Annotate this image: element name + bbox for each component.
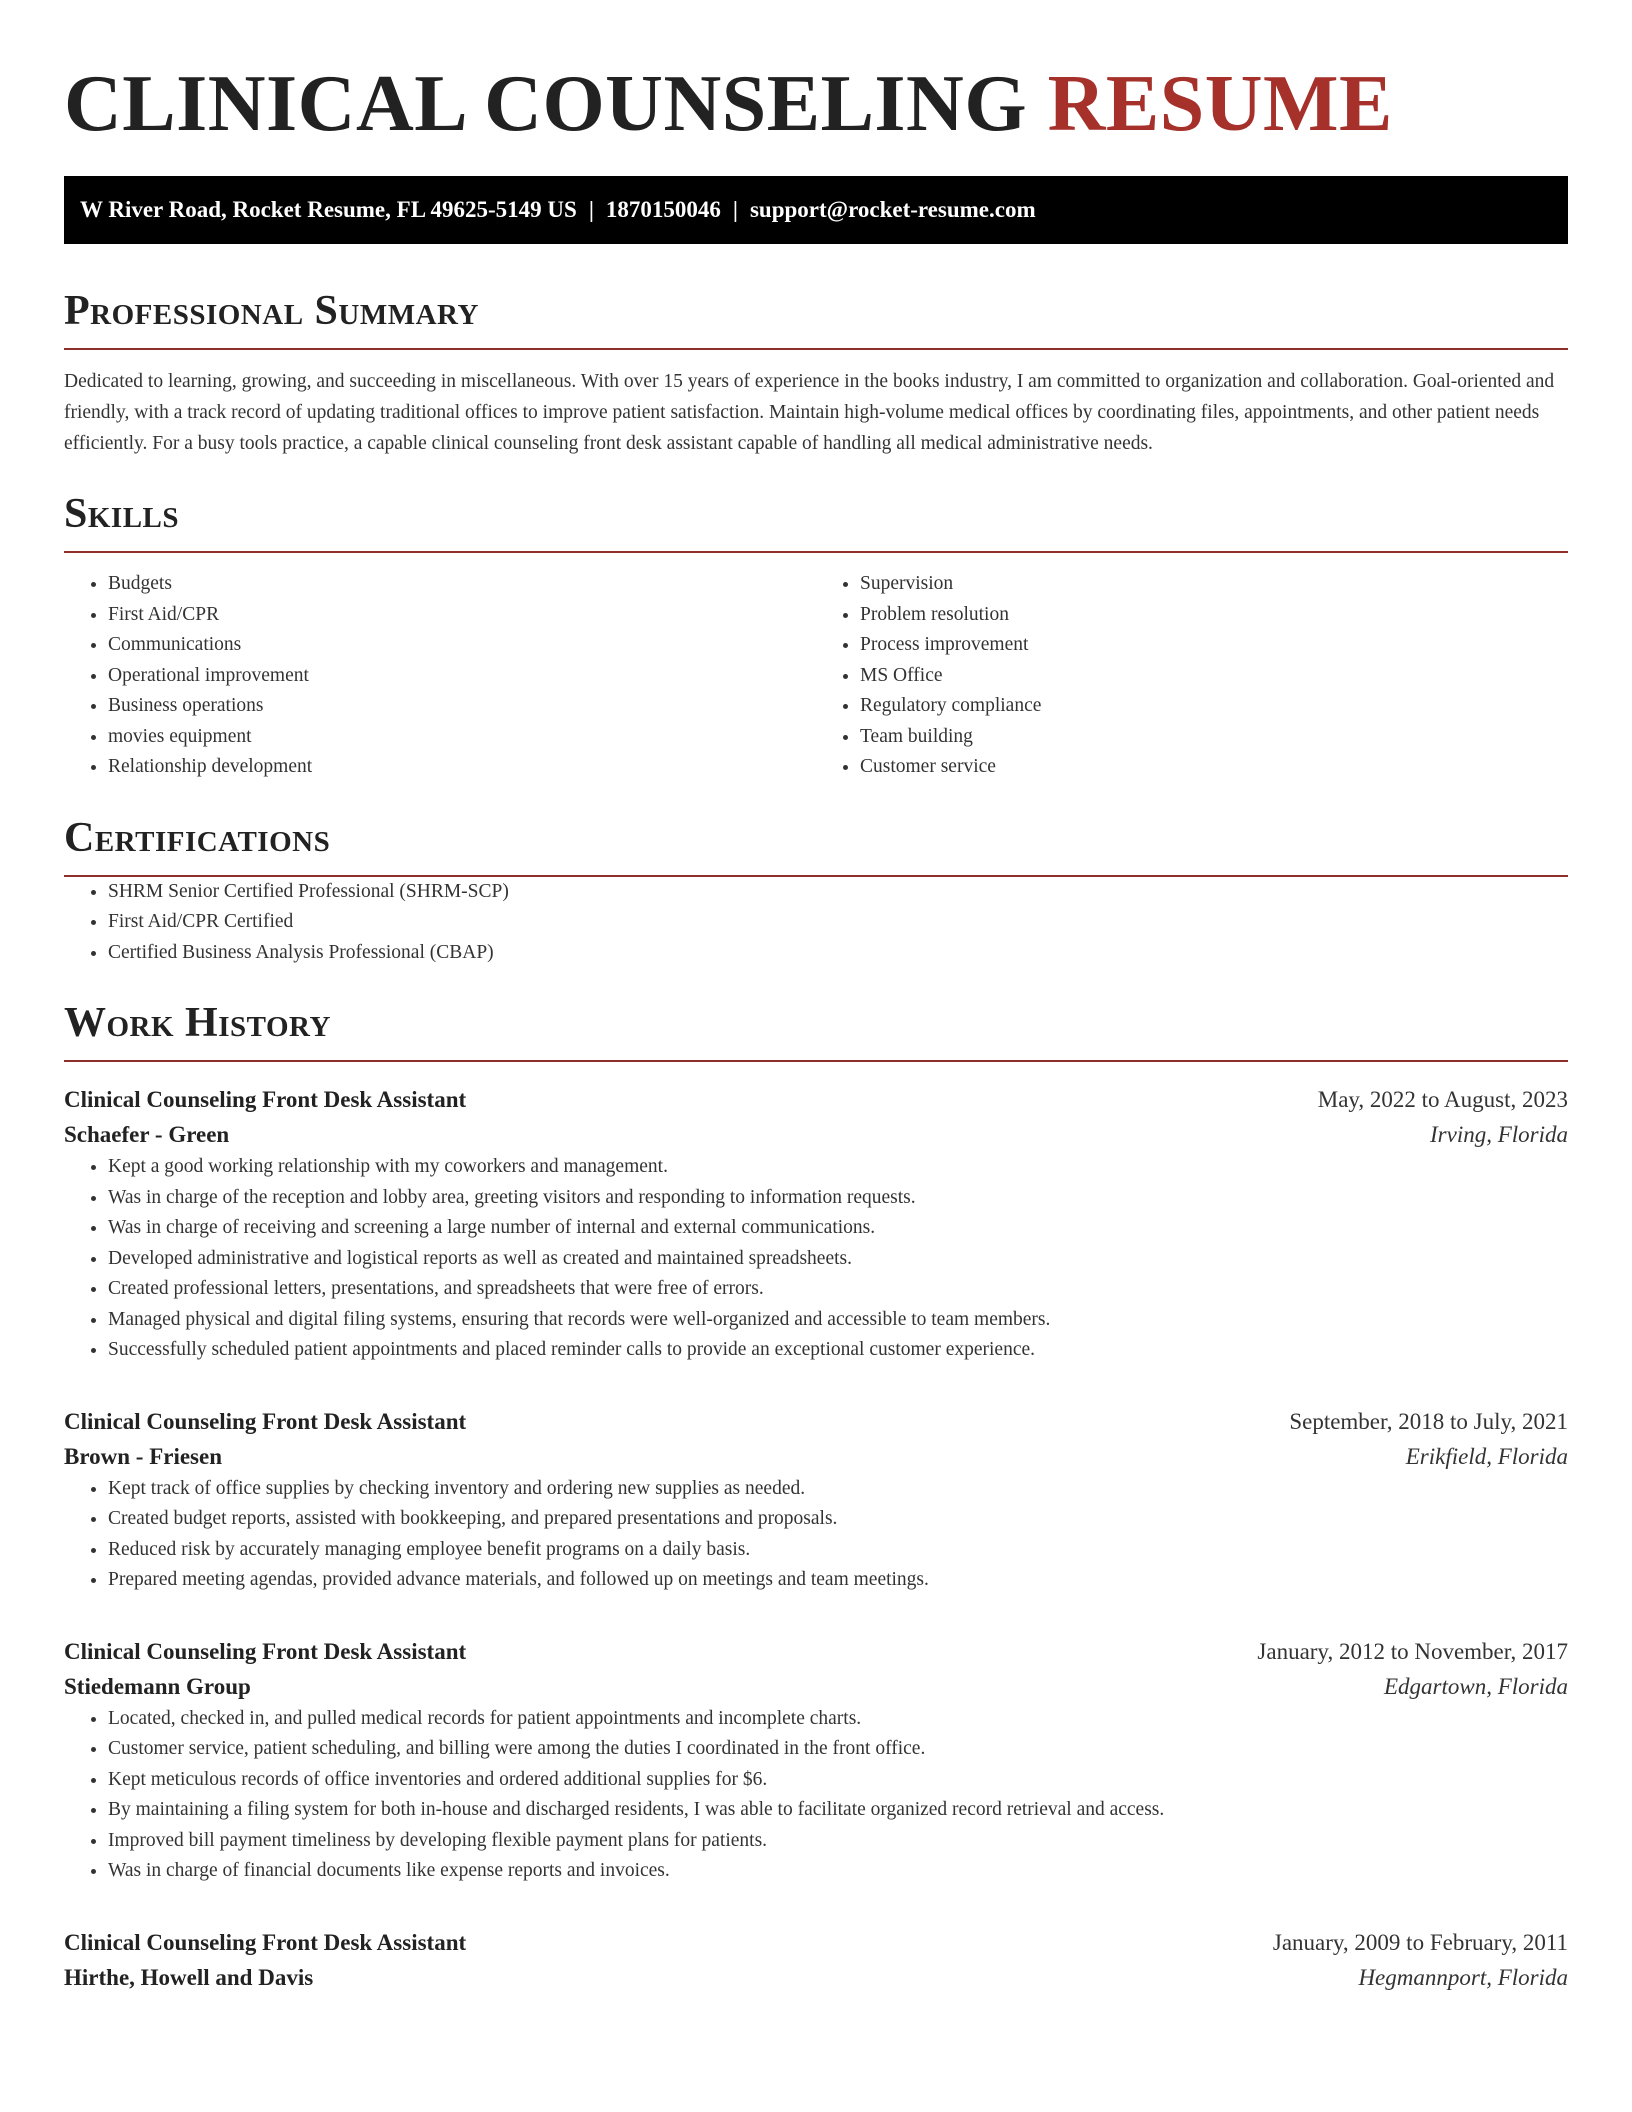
certification-item: • First Aid/CPR Certified [108, 907, 1568, 938]
skills-heading: Skills [64, 491, 180, 537]
job-duty: • Kept track of office supplies by checking inventory and ordering new supplies as needed. [108, 1474, 1568, 1505]
job-header-row [64, 1925, 1568, 1960]
job-company-row [64, 1439, 1568, 1474]
job-entry [64, 1925, 1568, 1995]
job-duties-list [64, 1474, 1568, 1596]
job-duty: • Prepared meeting agendas, provided advance materials, and followed up on meetings and team meetings. [108, 1565, 1568, 1596]
skill-item: • movies equipment [108, 722, 816, 753]
resume-title [64, 0, 1568, 152]
job-duty: • Reduced risk by accurately managing employee benefit programs on a daily basis. [108, 1535, 1568, 1566]
contact-separator: | [588, 197, 594, 222]
job-location: Erikfield, Florida [1405, 1443, 1568, 1469]
skill-item: • Supervision [860, 569, 1568, 600]
skills-columns [64, 569, 1568, 783]
title-accent: RESUME [1047, 60, 1393, 148]
job-location: Irving, Florida [1430, 1122, 1568, 1147]
job-duty: • Created budget reports, assisted with bookkeeping, and prepared presentations and proposals. [108, 1504, 1568, 1535]
skills-list-left [64, 569, 816, 783]
summary-text: Dedicated to learning, growing, and succeeding in miscellaneous. With over 15 years of experience in the books industry, I am committed to organization and collaboration. Goal-oriented and friendly, with a track record of updating traditional offices to improve patient satisfaction. Maintain high-volume medical offices by coordinating files, appointments, and other patient needs efficiently. For a busy tools practice, a capable clinical counseling front desk assistant capable of handling all medical administrative needs. [64, 371, 1555, 454]
skill-item: • MS Office [860, 661, 1568, 692]
job-company-row [64, 1960, 1568, 1995]
job-duty: • Customer service, patient scheduling, and billing were among the duties I coordinated in the front office. [108, 1734, 1568, 1765]
skill-item: • Team building [860, 722, 1568, 753]
job-dates: September, 2018 to July, 2021 [1289, 1408, 1568, 1434]
job-duty: • Improved bill payment timeliness by developing flexible payment plans for patients. [108, 1826, 1568, 1857]
job-title: Clinical Counseling Front Desk Assistant [64, 1929, 467, 1955]
job-duty: • Managed physical and digital filing systems, ensuring that records were well-organized and accessible to team members. [108, 1305, 1568, 1336]
job-duties-list [64, 1704, 1568, 1887]
job-title: Clinical Counseling Front Desk Assistant [64, 1408, 467, 1434]
job-company: Hirthe, Howell and Davis [64, 1964, 314, 1990]
job-duty: • Successfully scheduled patient appointments and placed reminder calls to provide an exceptional customer experience. [108, 1335, 1568, 1366]
job-duty: • Was in charge of financial documents like expense reports and invoices. [108, 1856, 1568, 1887]
section-divider [64, 1060, 1568, 1062]
job-duty: • By maintaining a filing system for both in-house and discharged residents, I was able to facilitate organized record retrieval and access. [108, 1795, 1568, 1826]
contact-email[interactable]: support@rocket-resume.com [749, 197, 1036, 222]
contact-phone: 1870150046 [605, 197, 721, 222]
job-dates: January, 2009 to February, 2011 [1272, 1929, 1568, 1955]
job-entry [64, 1404, 1568, 1596]
job-header-row [64, 1404, 1568, 1439]
job-company-row [64, 1669, 1568, 1704]
skill-item: • Regulatory compliance [860, 691, 1568, 722]
contact-bar [64, 176, 1568, 244]
section-divider [64, 348, 1568, 350]
job-duty: • Kept a good working relationship with my coworkers and management. [108, 1152, 1568, 1183]
work-history-heading: Work History [64, 1000, 331, 1046]
certification-item: • Certified Business Analysis Professional (CBAP) [108, 938, 1568, 969]
skill-item: • Business operations [108, 691, 816, 722]
section-divider [64, 551, 1568, 553]
job-duty: • Kept meticulous records of office inventories and ordered additional supplies for $6. [108, 1765, 1568, 1796]
job-duty: • Developed administrative and logistical reports as well as created and maintained spreadsheets. [108, 1244, 1568, 1275]
certifications-list [64, 877, 1568, 969]
job-location: Edgartown, Florida [1383, 1673, 1568, 1699]
skill-item: • Relationship development [108, 752, 816, 783]
skill-item: • Customer service [860, 752, 1568, 783]
certifications-heading: Certifications [64, 814, 331, 861]
contact-address: W River Road, Rocket Resume, FL 49625-5149 US [80, 197, 577, 222]
skill-item: • Process improvement [860, 630, 1568, 661]
job-entry [64, 1082, 1568, 1366]
job-company: Schaefer - Green [64, 1122, 230, 1147]
contact-separator: | [732, 197, 738, 222]
certification-item: • SHRM Senior Certified Professional (SHRM-SCP) [108, 877, 1568, 908]
skills-list-right [816, 569, 1568, 783]
job-company: Stiedemann Group [64, 1673, 251, 1699]
skill-item: • First Aid/CPR [108, 600, 816, 631]
skill-item: • Communications [108, 630, 816, 661]
skill-item: • Operational improvement [108, 661, 816, 692]
title-main: CLINICAL COUNSELING [64, 60, 1028, 148]
summary-heading: Professional Summary [64, 288, 479, 334]
skill-item: • Budgets [108, 569, 816, 600]
job-duty: • Was in charge of the reception and lobby area, greeting visitors and responding to information requests. [108, 1183, 1568, 1214]
job-header-row [64, 1082, 1568, 1117]
job-title: Clinical Counseling Front Desk Assistant [64, 1638, 467, 1664]
skill-item: • Problem resolution [860, 600, 1568, 631]
job-dates: January, 2012 to November, 2017 [1257, 1638, 1568, 1664]
job-title: Clinical Counseling Front Desk Assistant [64, 1087, 467, 1112]
job-duties-list [64, 1152, 1568, 1366]
job-duty: • Located, checked in, and pulled medical records for patient appointments and incomplete charts. [108, 1704, 1568, 1735]
job-dates: May, 2022 to August, 2023 [1317, 1087, 1568, 1112]
job-company-row [64, 1117, 1568, 1152]
job-company: Brown - Friesen [64, 1443, 223, 1469]
job-duty: • Was in charge of receiving and screening a large number of internal and external communications. [108, 1213, 1568, 1244]
job-header-row [64, 1634, 1568, 1669]
job-entry [64, 1634, 1568, 1887]
job-location: Hegmannport, Florida [1358, 1964, 1568, 1990]
job-duty: • Created professional letters, presentations, and spreadsheets that were free of errors. [108, 1274, 1568, 1305]
